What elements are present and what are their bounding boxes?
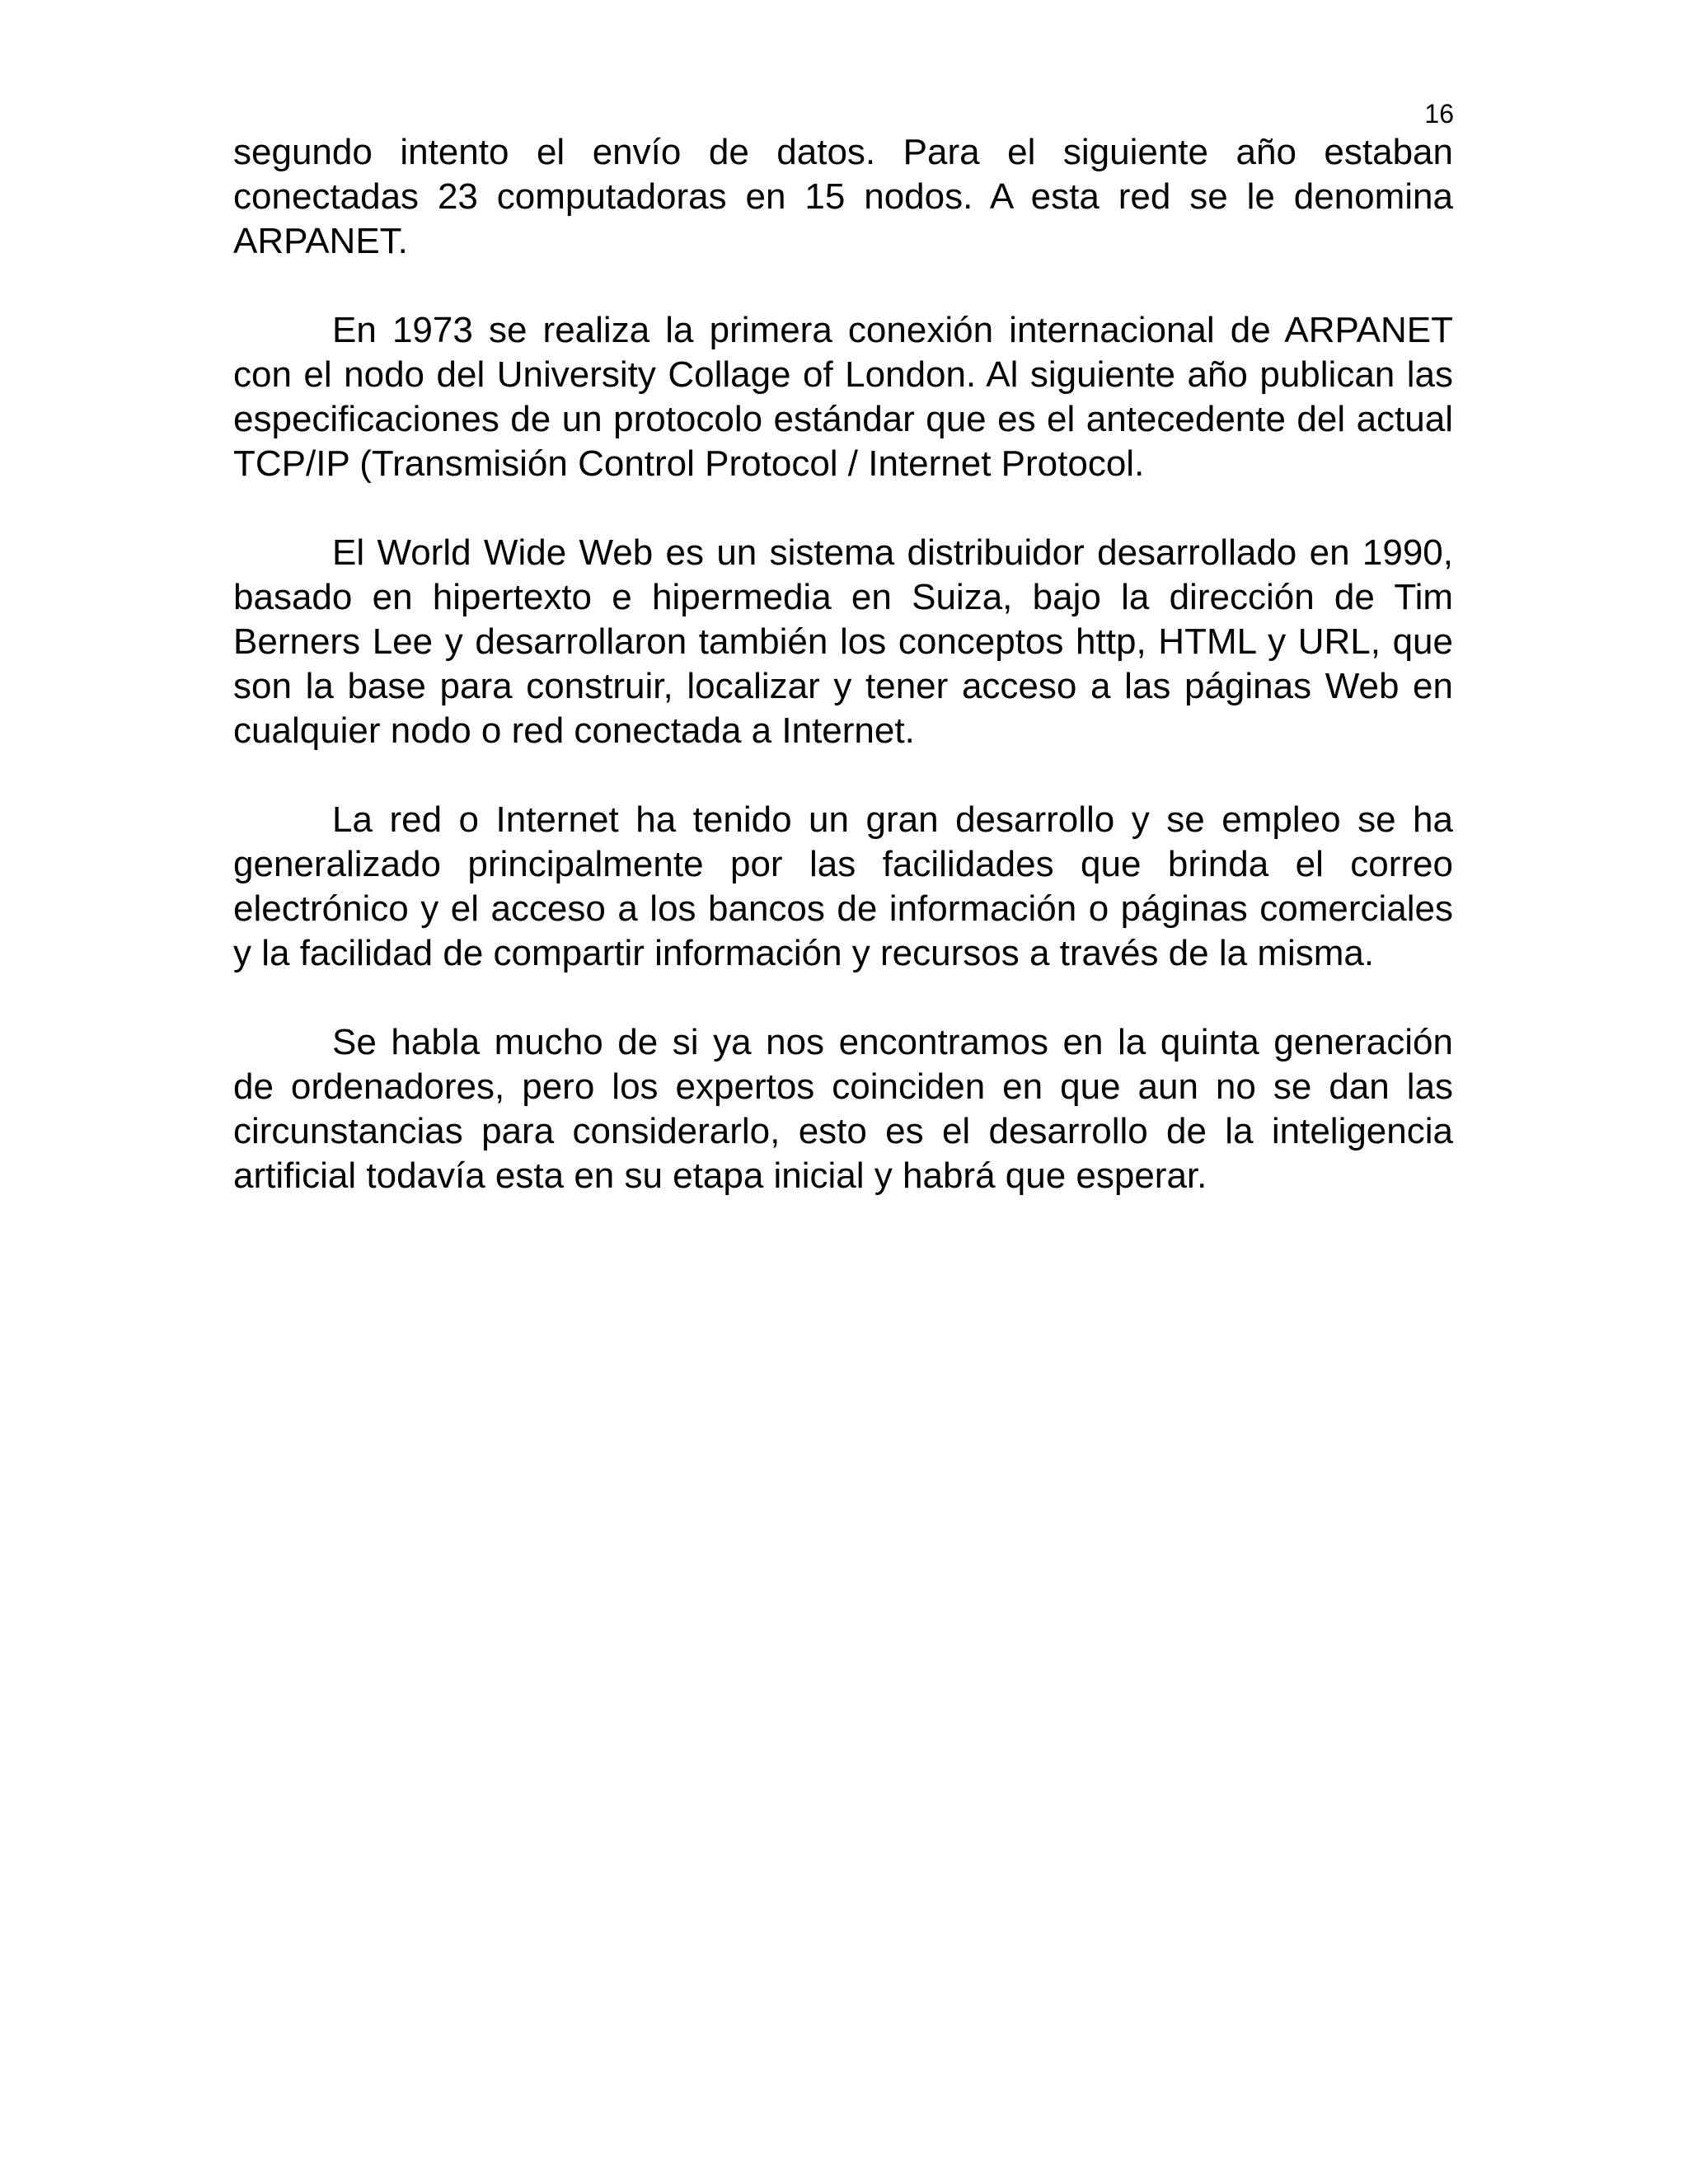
paragraph-arpanet-continuation: segundo intento el envío de datos. Para el siguiente año estaban conectadas 23 computadoras en 15 nodos. A esta red se le denomina ARPANET. [233, 132, 1453, 261]
paragraph-fifth-generation: Se habla mucho de si ya nos encontramos en la quinta generación de ordenadores, pero los expertos coinciden en que aun no se dan las circunstancias para considerarlo, esto es el desarrollo de la inteligencia artificial todavía esta en su etapa inicial y habrá que esperar. [233, 1022, 1453, 1196]
paragraph-world-wide-web: El World Wide Web es un sistema distribuidor desarrollado en 1990, basado en hipertexto e hipermedia en Suiza, bajo la dirección de Tim Berners Lee y desarrollaron también los conceptos http, HTML y URL, que son la base para construir, localizar y tener acceso a las páginas Web en cualquier nodo o red conectada a Internet. [233, 532, 1453, 751]
document-body [233, 130, 1453, 1243]
paragraph-internet-growth: La red o Internet ha tenido un gran desarrollo y se empleo se ha generalizado principalmente por las facilidades que brinda el correo electrónico y el acceso a los bancos de información o páginas comerciales y la facilidad de compartir información y recursos a través de la misma. [233, 799, 1453, 973]
paragraph-first-international-connection: En 1973 se realiza la primera conexión internacional de ARPANET con el nodo del University Collage of London. Al siguiente año publican las especificaciones de un protocolo estándar que es el antecedente del actual TCP/IP (Transmisión Control Protocol / Internet Protocol. [233, 310, 1453, 484]
page-number: 16 [1424, 99, 1454, 129]
